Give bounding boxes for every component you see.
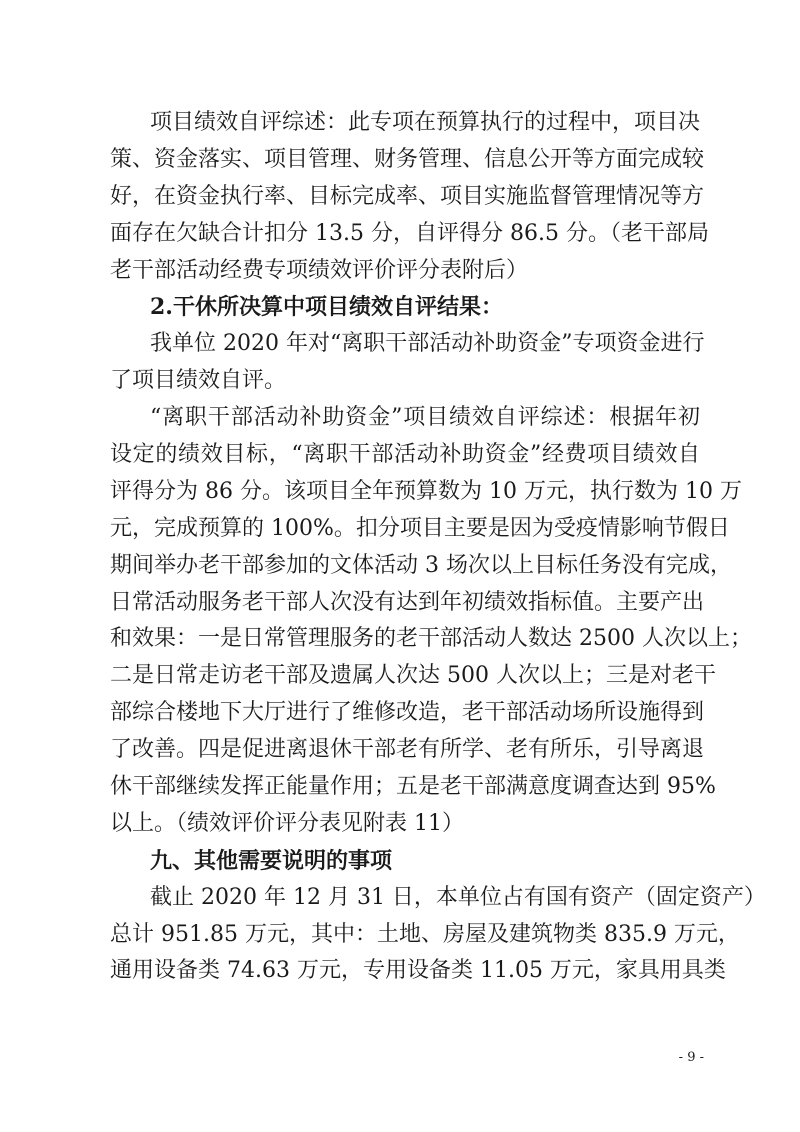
text-line: 通用设备类 74.63 万元，专用设备类 11.05 万元，家具用具类 xyxy=(110,958,726,984)
text-line: 日常活动服务老干部人次没有达到年初绩效指标值。主要产出 xyxy=(110,589,705,615)
text-line: 以上。（绩效评价评分表见附表 11） xyxy=(110,810,464,836)
text-line: 面存在欠缺合计扣分 13.5 分，自评得分 86.5 分。（老干部局 xyxy=(110,220,709,246)
text-line: 了项目绩效自评。 xyxy=(110,368,287,394)
text-line: 休干部继续发挥正能量作用；五是老干部满意度调查达到 95% xyxy=(110,774,716,800)
text-line: 项目绩效自评综述：此专项在预算执行的过程中，项目决 xyxy=(150,110,701,135)
section-heading: 九、其他需要说明的事项 xyxy=(150,847,393,874)
text-line: “离职干部活动补助资金”项目绩效自评综述：根据年初 xyxy=(150,405,700,431)
text-line: 设定的绩效目标，“离职干部活动补助资金”经费项目绩效自 xyxy=(110,442,700,468)
text-line: 老干部活动经费专项绩效评价评分表附后） xyxy=(110,257,529,283)
page-number: - 9 - xyxy=(678,1050,704,1065)
text-line: 我单位 2020 年对“离职干部活动补助资金”专项资金进行 xyxy=(150,331,705,357)
text-line: 总计 951.85 万元，其中：土地、房屋及建筑物类 835.9 万元， xyxy=(110,921,740,947)
text-line: 评得分为 86 分。该项目全年预算数为 10 万元，执行数为 10 万 xyxy=(110,478,742,504)
text-line: 部综合楼地下大厅进行了维修改造，老干部活动场所设施得到 xyxy=(110,700,705,726)
text-line: 二是日常走访老干部及遗属人次达 500 人次以上；三是对老干 xyxy=(110,663,716,689)
text-line: 和效果：一是日常管理服务的老干部活动人数达 2500 人次以上； xyxy=(110,626,752,652)
text-line: 了改善。四是促进离退休干部老有所学、老有所乐，引导离退 xyxy=(110,737,705,763)
text-line: 策、资金落实、项目管理、财务管理、信息公开等方面完成较 xyxy=(110,146,705,172)
text-line: 截止 2020 年 12 月 31 日，本单位占有国有资产（固定资产） xyxy=(150,884,766,910)
text-line: 期间举办老干部参加的文体活动 3 场次以上目标任务没有完成， xyxy=(110,552,732,578)
text-line: 元，完成预算的 100%。扣分项目主要是因为受疫情影响节假日 xyxy=(110,515,730,541)
section-heading: 2.干休所决算中项目绩效自评结果： xyxy=(150,294,503,321)
text-line: 好，在资金执行率、目标完成率、项目实施监督管理情况等方 xyxy=(110,183,705,209)
document-body xyxy=(110,105,766,990)
